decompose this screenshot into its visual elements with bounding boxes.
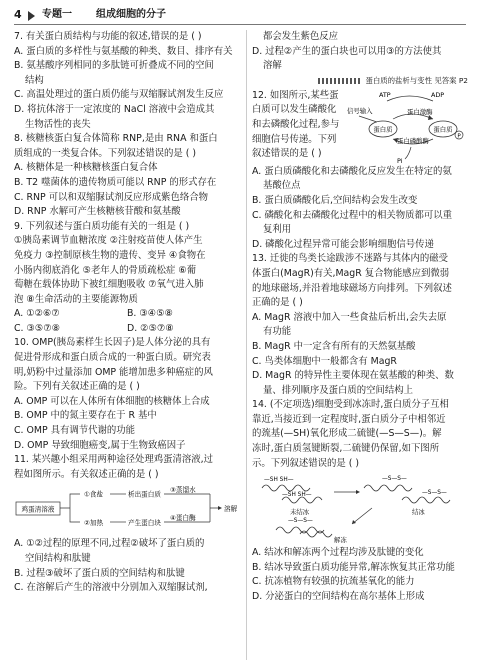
sh-label-bottom: —SH SH— (282, 492, 312, 499)
question-stem: 14. (不定项选)细胞受到冰冻时,蛋白质分子互相 (252, 399, 449, 411)
question-stem-cont: 的地球磁场,并沿着地球磁场方向排列。下列叙述 (252, 282, 452, 294)
chapter-title: 组成细胞的分子 (96, 9, 166, 20)
question-stem-cont: 险。下列有关叙述正确的是 ( ) (14, 381, 140, 393)
tag-pattern (318, 78, 362, 84)
option-b: B. 氨基酸序列相同的多肽链可折叠成不同的空间 (14, 60, 214, 72)
sh-label-top: —SH SH— (264, 477, 294, 484)
process-diagram-svg (14, 484, 240, 534)
header-rule (14, 24, 466, 25)
option-d-cont: 量、排列顺序及蛋白质的空间结构上 (263, 384, 414, 396)
option-d: D. RNP 水解可产生核糖核苷酸和氨基酸 (14, 206, 181, 218)
pi-arrow (405, 147, 411, 159)
question-stem: 9. 下列叙述与蛋白质功能有关的一组是 ( ) (14, 220, 190, 232)
option-a-cont: 有功能 (263, 326, 292, 338)
option-b: B. 结冰导致蛋白质功能异常,解冻恢复其正常功能 (252, 561, 455, 573)
question-stem-cont: 细胞信号传递。下列 (252, 133, 337, 145)
ss-label-3: —S—S— (288, 518, 313, 525)
question-stem-cont: 和去磷酸化过程,参与 (252, 118, 340, 130)
section-tag (252, 75, 468, 87)
question-stem-cont: 叙述错误的是 ( ) (252, 148, 322, 160)
question-stem: 12. 如图所示,某些蛋 (252, 89, 339, 101)
question-8 (14, 132, 240, 220)
protein-label: 蛋白质 (373, 125, 393, 134)
freezing-diagram (252, 472, 468, 544)
adp-label: ADP (431, 90, 445, 99)
question-7 (14, 30, 240, 132)
phosphatase-label: 蛋白磷酸酶 (397, 136, 429, 145)
question-stem-cont: 冻时,蛋白质氢键断裂,二硫键仍保留,如下图所 (252, 443, 440, 455)
option-b: B. OMP 中的氮主要存在于 R 基中 (14, 410, 157, 422)
question-12 (252, 89, 468, 253)
item-line: 泡 ⑧生命活动的主要能源物质 (14, 293, 138, 305)
option-b-cont: 结构 (25, 74, 44, 86)
option-d: D. MagR 的特异性主要体现在氨基酸的种类、数 (252, 370, 454, 382)
option-d: D. 将抗体溶于一定浓度的 NaCl 溶液中会造成其 (14, 103, 215, 115)
clot-label: 产生蛋白块 (128, 519, 161, 528)
option-b: B. 过程③破坏了蛋白质的空间结构和肽键 (14, 567, 185, 579)
chain-3a (276, 527, 324, 533)
item-line: ①胰岛素调节血糖浓度 ②注射疫苗使人体产生 (14, 235, 203, 247)
question-stem-cont: 程如图所示。有关叙述正确的是 ( ) (14, 468, 159, 480)
item-line: 萄糖在载体协助下被红细胞吸收 ⑦氧气进入肺 (14, 279, 204, 291)
freezing-svg (252, 472, 468, 544)
option-d-cont: 生物活性的丧失 (25, 118, 91, 130)
chain-2a (364, 485, 412, 491)
option-a: A. MagR 溶液中加入一些食盐后析出,会失去原 (252, 311, 447, 323)
question-stem-cont: 白质可以发生磷酸化 (252, 104, 337, 116)
option-b: B. 蛋白质磷酸化后,空间结构会发生改变 (252, 194, 418, 206)
signal-label: 信号输入 (347, 106, 373, 115)
question-stem: 10. OMP(胰岛素样生长因子)是人体分泌的具有 (14, 337, 211, 349)
step3-label: ③蒸馏水 (170, 486, 196, 495)
pi-label: Pi (397, 156, 403, 165)
freeze-arrow-head (356, 490, 360, 494)
option-c-cont: 复利用 (263, 224, 292, 236)
option-a: A. OMP 可以在人体所有体细胞的核糖体上合成 (14, 395, 210, 407)
option-b: B. T2 噬菌体的遗传物质可能以 RNP 的形式存在 (14, 176, 217, 188)
chapter-label: 专题一 (42, 9, 72, 20)
thawed-label: 解冻 (334, 536, 347, 545)
page-number: 4 (14, 8, 22, 21)
egg-white-process-diagram (14, 484, 240, 534)
question-stem-cont: 体蛋白(MagR)有关,MagR 复合物能感应到微弱 (252, 267, 450, 279)
triangle-icon (28, 11, 35, 21)
option-a: A. 结冰和解冻两个过程均涉及肽键的变化 (252, 547, 424, 559)
option-c-cont: 都会发生紫色反应 (263, 31, 339, 42)
option-d: D. 分泌蛋白的空间结构在高尔基体上形成 (252, 591, 425, 603)
option-c: C. 抗冻植物有较强的抗巯基氧化的能力 (252, 576, 415, 588)
atp-label: ATP (379, 90, 391, 99)
step1-label: ①食盐 (84, 490, 104, 499)
option-a: A. ①②过程的原理不同,过程②破坏了蛋白质的 (14, 538, 205, 550)
thaw-arrow-head (352, 520, 356, 524)
question-14 (252, 398, 468, 604)
section-tag-text: 蛋白质的盐析与变性 见答案 P2 (365, 75, 468, 85)
option-c: C. ③⑤⑦⑧ (14, 322, 61, 334)
chain-2b (402, 497, 450, 503)
precipitate-label: 析出蛋白质 (128, 490, 161, 499)
question-11 (14, 453, 240, 596)
chain-3b (300, 531, 332, 537)
item-line: 小肠内彻底消化 ⑤老年人的骨质疏松症 ⑥葡 (14, 264, 197, 276)
arrow-head (218, 506, 222, 510)
question-13 (252, 252, 468, 398)
option-c: C. RNP 可以和双缩脲试剂反应形成紫色络合物 (14, 191, 209, 203)
ss-label-2: —S—S— (422, 490, 447, 497)
phosphorylation-diagram (345, 89, 468, 165)
option-b: B. ③④⑤⑧ (127, 308, 174, 320)
thaw-arrow (352, 508, 372, 524)
right-column (252, 30, 468, 605)
option-d: D. 磷酸化过程异常可能会影响细胞信号传递 (252, 238, 434, 250)
left-column (14, 30, 240, 596)
options-row (14, 307, 240, 322)
phosphorylation-svg (345, 89, 468, 165)
chain-1a (262, 485, 310, 491)
option-a-cont: 空间结构和肽键 (25, 553, 91, 564)
question-stem-cont: 的巯基(—SH)氧化形成二硫键(—S—S—)。解 (252, 428, 442, 440)
merge-lines (210, 494, 218, 522)
question-12-top (252, 89, 468, 165)
option-a-cont: 基酸位点 (263, 180, 301, 192)
phosphate-label: P (457, 133, 461, 140)
dissolve-label: 溶解 (224, 505, 238, 514)
kinase-label: 蛋白激酶 (407, 107, 433, 116)
option-d: D. ②⑤⑦⑧ (127, 322, 174, 334)
option-d: D. 过程②产生的蛋白块也可以用③的方法使其 (252, 45, 442, 57)
option-d: D. OMP 导致细胞癌变,属于生物致癌因子 (14, 439, 186, 451)
question-stem: 7. 有关蛋白质结构与功能的叙述,错误的是 ( ) (14, 31, 202, 42)
option-c: C. 高温处理过的蛋白质仍能与双缩脲试剂发生反应 (14, 89, 224, 101)
options-row (14, 322, 240, 337)
option-c: C. 在溶解后产生的溶液中分别加入双缩脲试剂, (14, 582, 208, 594)
item-line: 免疫力 ③控制原核生物的遗传、变异 ④食物在 (14, 249, 206, 261)
question-stem-cont: 明,奶粉中过量添加 OMP 能增加患多种癌症的风 (14, 366, 213, 378)
phospho-protein-label: 蛋白质 (433, 125, 453, 134)
question-stem: 8. 核糖核蛋白复合体简称 RNP,是由 RNA 和蛋白 (14, 133, 218, 145)
column-divider (246, 30, 247, 660)
step2-label: ②加热 (84, 519, 104, 528)
step4-label: ④蛋白酶 (170, 514, 196, 523)
question-stem: 13. 迁徙的鸟类长途跋涉不迷路与其体内的磁受 (252, 253, 449, 265)
signal-arrow (359, 116, 377, 122)
question-stem: 11. 某兴趣小组采用两种途径处理鸡蛋清溶液,过 (14, 454, 213, 466)
question-stem-cont: 质组成的一类复合体。下列叙述错误的是 ( ) (14, 147, 197, 159)
option-d-cont: 溶解 (263, 60, 282, 72)
unfrozen-label: 未结冰 (290, 508, 310, 517)
option-c: C. 磷酸化和去磷酸化过程中的相关物质都可以重 (252, 209, 453, 221)
question-stem-cont: 促进骨形成和蛋白质合成的一种蛋白质。研究表 (14, 352, 211, 364)
branch-lines (60, 494, 80, 522)
question-9 (14, 220, 240, 337)
option-a: A. 核糖体是一种核糖核蛋白复合体 (14, 162, 158, 174)
page-header (14, 8, 466, 26)
option-b: B. MagR 中一定含有所有的天然氨基酸 (252, 340, 416, 352)
source-label: 鸡蛋清溶液 (21, 505, 55, 514)
option-a: A. ①②⑥⑦ (14, 308, 60, 320)
atp-adp-arc (387, 96, 433, 101)
option-a: A. 蛋白质磷酸化和去磷酸化反应发生在特定的氨 (252, 165, 452, 177)
ss-label-1: —S—S— (382, 476, 407, 483)
question-10 (14, 336, 240, 453)
option-c: C. OMP 具有调节代谢的功能 (14, 425, 135, 437)
option-a: A. 蛋白质的多样性与氨基酸的种类、数目、排序有关 (14, 45, 233, 57)
question-stem-cont: 靠近,当接近到一定程度时,蛋白质分子中相邻近 (252, 413, 446, 425)
question-stem-cont: 正确的是 ( ) (252, 297, 303, 309)
frozen-label: 结冰 (412, 508, 425, 517)
question-12-stem (252, 89, 345, 165)
question-stem-cont: 示。下列叙述错误的是 ( ) (252, 457, 360, 469)
option-c: C. 鸟类体细胞中一般都含有 MagR (252, 355, 397, 367)
